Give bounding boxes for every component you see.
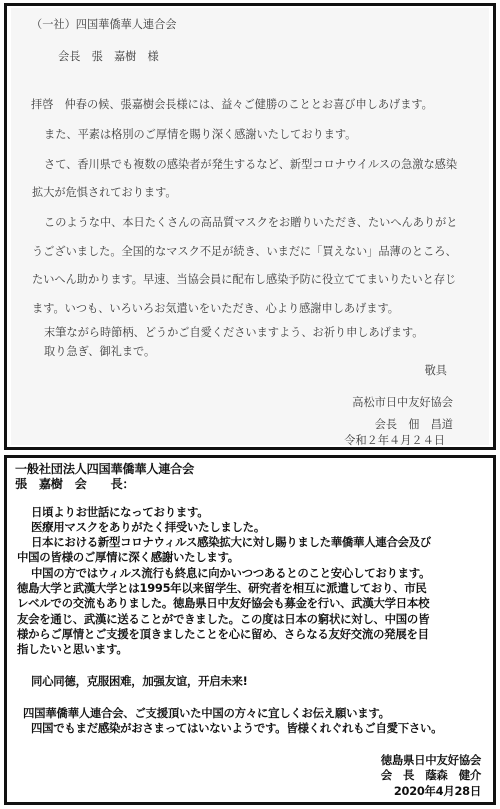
bottom-body-line: 指したいと思います。 [17,642,128,656]
top-org-header: （一社）四国華僑華人連合会 [31,18,177,31]
bottom-date: 2020年4月28日 [393,784,481,798]
top-closing: 敬具 [424,364,447,377]
original-letter-photo [11,8,489,445]
bottom-body-line: レベルでの交流もありました。徳島県日中友好協会も募金を行い、武漢大学日本校 [17,596,430,610]
bottom-sender-name: 会 長 蔭森 健介 [380,768,481,782]
original-letter-panel [4,3,496,450]
top-body-line: 取り急ぎ、御礼まで。 [44,345,156,358]
top-sender-org: 高松市日中友好協会 [352,396,453,409]
bottom-org-header: 一般社団法人四国華僑華人連合会 [15,462,195,476]
top-body-line: さて、香川県でも複数の感染者が発生するなど、新型コロナウイルスの急激な感染 [44,158,458,171]
bottom-body-line: 友会を通じ、武漢に送ることができました。この度は日本の窮状に対し、中国の皆 [17,612,430,626]
top-body-line: うございました。全国的なマスク不足が続き、いまだに「買えない」品薄のところ、 [32,245,457,258]
bottom-addressee: 張 嘉樹 会 長： [15,477,135,491]
top-addressee: 会長 張 嘉樹 様 [58,50,159,63]
bottom-body-line: 日頃よりお世話になっております。 [31,505,209,519]
bottom-body-line: 四国華僑華人連合会、ご支援頂いた中国の方々に宜しくお伝え願います。 [23,706,390,720]
top-body-line: 末筆ながら時節柄、どうかご自愛くださいますよう、お祈り申しあげます。 [44,326,424,339]
bottom-body-line: 四国でもまだ感染がおさまってはいないようです。皆様くれぐれもご自愛下さい。 [31,721,443,735]
reply-letter-text [15,462,485,798]
top-body-line: このような中、本日たくさんの高品質マスクをお贈りいただき、たいへんありがと [44,216,458,229]
bottom-body-line: 中国の皆様のご厚情に深く感謝いたします。 [17,550,239,564]
top-sender-name: 会長 佃 昌道 [374,418,453,431]
top-body-line: たいへん助かります。早速、当協会員に配布し感染予防に役立ててまいりたいと存じ [32,273,457,286]
top-date: 令和２年４月２４日 [344,434,445,447]
bottom-body-line: 日本における新型コロナウィルス感染拡大に対し賜りました華僑華人連合会及び [31,535,432,549]
top-body-line: 拡大が危惧されております。 [32,186,177,199]
reply-letter-panel [4,455,496,805]
top-body-line: ます。いつも、いろいろお気遣いをいただき、心より感謝申しあげます。 [32,302,399,315]
bottom-sender-org: 徳島県日中友好協会 [380,753,481,767]
bottom-body-line: 中国の方ではウィルス流行も終息に向かいつつあるとのこと安心しております。 [31,566,431,580]
top-body-line: また、平素は格別のご厚情を賜り深く感謝いたしております。 [44,128,357,141]
top-body-line: 拝啓 仲春の候、張嘉樹会長様には、益々ご健勝のこととお喜び申しあげます。 [31,98,433,111]
bottom-body-line: 様からご厚情とご支援を頂きましたことを心に留め、さらなる友好交流の発展を目 [17,627,429,641]
bottom-body-line: 医療用マスクをありがたく拝受いたしました。 [31,520,265,534]
bottom-chinese-slogan: 同心同德，克服困难，加强友谊，开启未来! [31,674,248,688]
bottom-body-line: 徳島大学と武漢大学とは1995年以来留学生、研究者を相互に派遣しており、市民 [17,581,427,595]
